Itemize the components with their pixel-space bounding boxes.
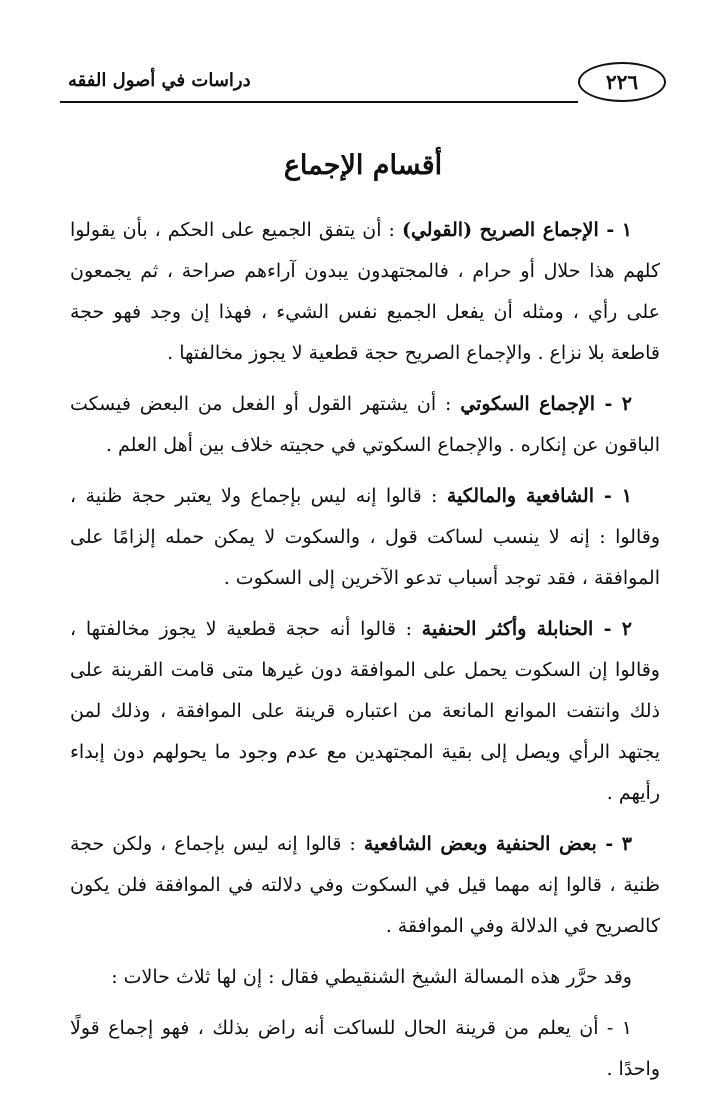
paragraph-tacit-consensus [70, 384, 660, 466]
book-title: دراسات في أصول الفقه [68, 70, 251, 91]
paragraph-separator: : [381, 219, 402, 241]
paragraph-separator: : [436, 393, 461, 415]
paragraph-hanbali-hanafi [70, 609, 660, 814]
section-title: أقسام الإجماع [283, 150, 443, 181]
paragraph-case-one [70, 1008, 660, 1090]
paragraph-shinqiti [70, 957, 660, 998]
paragraph-separator: : [341, 833, 364, 855]
paragraph-lead: ١ - الشافعية والمالكية [446, 485, 632, 507]
paragraph-lead: ٢ - الإجماع السكوتي [460, 393, 632, 415]
page-header [60, 62, 666, 102]
paragraph-text: ١ - أن يعلم من قرينة الحال للساكت أنه راض بذلك ، فهو إجماع قولًا واحدًا . [70, 1017, 660, 1080]
paragraph-text: أن يتفق الجميع على الحكم ، بأن يقولوا كلهم هذا حلال أو حرام ، فالمجتهدون يبدون آراءهم صراحة ، ثم يجمعون على رأي ، ومثله أن يفعل الجميع نفس الشيء ، فهذا إن وجد فهو حجة قاطعة بلا نزاع . والإجماع الصريح حجة قطعية لا يجوز مخالفتها . [70, 219, 660, 364]
paragraph-text: أن يشتهر القول أو الفعل من البعض فيسكت الباقون عن إنكاره . والإجماع السكوتي في حجيته خلاف بين أهل العلم . [70, 393, 660, 456]
paragraph-text: قالوا إنه ليس بإجماع ، ولكن حجة ظنية ، قالوا إنه مهما قيل في السكوت وفي دلالته في الموافقة فلن يكون كالصريح في الدلالة وفي الموافقة . [70, 833, 660, 937]
paragraph-explicit-consensus [70, 210, 660, 374]
paragraph-some-hanafi-shafii [70, 824, 660, 947]
paragraph-separator: : [395, 618, 422, 640]
paragraph-lead: ٢ - الحنابلة وأكثر الحنفية [421, 618, 632, 640]
paragraph-text: قالوا إنه ليس بإجماع ولا يعتبر حجة ظنية ، وقالوا : إنه لا ينسب لساكت قول ، والسكوت لا يمكن حمله إلزامًا على الموافقة ، فقد توجد أسباب تدعو الآخرين إلى السكوت . [70, 485, 660, 589]
paragraph-lead: ٣ - بعض الحنفية وبعض الشافعية [363, 833, 632, 855]
paragraph-lead: ١ - الإجماع الصريح (القولي) [401, 219, 632, 241]
page-number: ٢٢٦ [578, 62, 666, 102]
paragraph-text: قالوا أنه حجة قطعية لا يجوز مخالفتها ، وقالوا إن السكوت يحمل على الموافقة دون غيرها متى قامت القرينة على ذلك وانتفت الموانع المانعة من اعتباره قرينة على الموافقة ، وذلك لمن يجتهد الرأي ويصل إلى بقية المجتهدين مع عدم وجود ما يحولهم دون إبداء رأيهم . [70, 618, 660, 804]
header-divider [60, 101, 578, 103]
page-body [70, 210, 660, 1100]
paragraph-separator: : [421, 485, 447, 507]
paragraph-shafii-maliki [70, 476, 660, 599]
paragraph-text: وقد حرَّر هذه المسالة الشيخ الشنقيطي فقال : إن لها ثلاث حالات : [111, 966, 632, 988]
